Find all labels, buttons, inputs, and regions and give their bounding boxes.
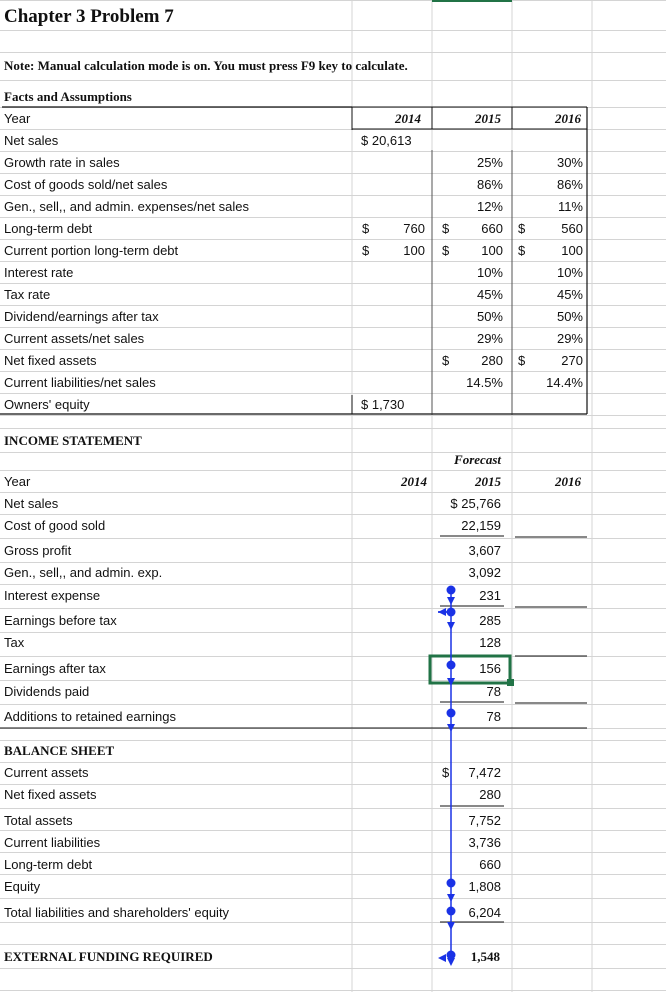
income-value-2015[interactable]: 128 xyxy=(479,635,501,650)
balance-value-2015[interactable]: 6,204 xyxy=(468,905,501,920)
income-row-label: Gen., sell,, and admin. exp. xyxy=(4,565,163,580)
income-value-2015[interactable]: 231 xyxy=(479,588,501,603)
income-row-label: Gross profit xyxy=(4,543,72,558)
facts-col-2014: 2014 xyxy=(395,111,421,126)
dollar-sign: $ xyxy=(362,243,370,258)
income-row-label: Cost of good sold xyxy=(4,518,106,533)
balance-row-label: Equity xyxy=(4,879,41,894)
income-value-2015[interactable]: 285 xyxy=(479,613,501,628)
income-row-label: Year xyxy=(4,474,31,489)
trace-arrowhead xyxy=(447,597,455,605)
facts-value-2015[interactable]: 29% xyxy=(476,331,503,346)
balance-sheet-heading: BALANCE SHEET xyxy=(4,743,115,758)
balance-row-label: Total liabilities and shareholders' equity xyxy=(4,905,230,920)
facts-row-label: Current liabilities/net sales xyxy=(4,375,156,390)
dollar-sign: $ xyxy=(518,353,526,368)
facts-value-2016[interactable]: 11% xyxy=(557,199,583,214)
balance-value-2015[interactable]: 1,808 xyxy=(468,879,501,894)
facts-value-2015[interactable]: 86% xyxy=(476,177,503,192)
dollar-sign: $ xyxy=(518,221,526,236)
facts-row-label: Current assets/net sales xyxy=(4,331,145,346)
income-value-2015[interactable]: 156 xyxy=(479,661,501,676)
income-row-label: Dividends paid xyxy=(4,684,90,699)
facts-value-2015[interactable]: 280 xyxy=(481,353,503,368)
balance-row-label: Net fixed assets xyxy=(4,787,97,802)
facts-row-label: Dividend/earnings after tax xyxy=(4,309,159,324)
balance-value-2015[interactable]: 7,752 xyxy=(468,813,501,828)
facts-value-2016[interactable]: 50% xyxy=(556,309,583,324)
trace-arrowhead xyxy=(447,958,455,966)
trace-arrowhead xyxy=(438,608,446,616)
facts-row-label: Tax rate xyxy=(4,287,51,302)
trace-arrowhead xyxy=(438,954,446,962)
facts-value-2015[interactable]: 14.5% xyxy=(466,375,503,390)
income-col-2016: 2016 xyxy=(555,474,581,489)
income-row-label: Earnings after tax xyxy=(4,661,106,676)
selected-cell-outline xyxy=(430,656,510,683)
facts-row-label: Long-term debt xyxy=(4,221,93,236)
facts-value-2014[interactable]: 100 xyxy=(403,243,425,258)
fill-handle xyxy=(507,679,514,686)
facts-value-2015[interactable]: 10% xyxy=(476,265,503,280)
facts-row-label: Current portion long-term debt xyxy=(4,243,179,258)
facts-row-label: Interest rate xyxy=(4,265,74,280)
facts-row-label: Growth rate in sales xyxy=(4,155,120,170)
facts-value-2016[interactable]: 29% xyxy=(556,331,583,346)
facts-value-2014[interactable]: 760 xyxy=(403,221,425,236)
trace-dot xyxy=(447,661,456,670)
trace-dot xyxy=(447,907,456,916)
manual-calc-note: Note: Manual calculation mode is on. You must press F9 key to calculate. xyxy=(4,58,408,73)
trace-arrowhead xyxy=(447,894,455,902)
sheet-title: Chapter 3 Problem 7 xyxy=(4,6,174,27)
trace-arrowhead xyxy=(447,622,455,630)
efr-value[interactable]: 1,548 xyxy=(470,949,500,964)
facts-value-2015[interactable]: 50% xyxy=(476,309,503,324)
balance-value-2015[interactable]: 280 xyxy=(479,787,501,802)
trace-dot xyxy=(447,709,456,718)
trace-arrowhead xyxy=(447,922,455,930)
balance-row-label: Current assets xyxy=(4,765,89,780)
facts-row-label: Cost of goods sold/net sales xyxy=(4,177,168,192)
balance-value-2015[interactable]: 3,736 xyxy=(468,835,501,850)
facts-value-2016[interactable]: 30% xyxy=(556,155,583,170)
facts-row-label: Net sales xyxy=(4,133,59,148)
income-row-label: Net sales xyxy=(4,496,59,511)
facts-value-2015[interactable]: 25% xyxy=(476,155,503,170)
facts-row-label: Year xyxy=(4,111,31,126)
income-value-2015[interactable]: 3,607 xyxy=(468,543,501,558)
facts-row-label: Owners' equity xyxy=(4,397,90,412)
dollar-sign: $ xyxy=(442,353,450,368)
facts-value-2015[interactable]: 12% xyxy=(476,199,503,214)
income-value-2015[interactable]: 78 xyxy=(486,684,501,699)
dollar-sign: $ xyxy=(442,221,450,236)
balance-row-label: Total assets xyxy=(4,813,73,828)
income-value-2015[interactable]: $ 25,766 xyxy=(450,496,501,511)
forecast-label: Forecast xyxy=(454,452,501,467)
facts-value-2015[interactable]: 660 xyxy=(481,221,503,236)
facts-value-2014[interactable]: $ 1,730 xyxy=(361,397,405,412)
facts-value-2016[interactable]: 86% xyxy=(556,177,583,192)
dollar-sign: $ xyxy=(442,765,450,780)
facts-row-label: Net fixed assets xyxy=(4,353,97,368)
efr-label: EXTERNAL FUNDING REQUIRED xyxy=(4,949,213,964)
income-col-2014: 2014 xyxy=(401,474,427,489)
income-row-label: Earnings before tax xyxy=(4,613,117,628)
facts-value-2016[interactable]: 14.4% xyxy=(546,375,583,390)
balance-value-2015[interactable]: 660 xyxy=(479,857,501,872)
facts-col-2015: 2015 xyxy=(475,111,501,126)
income-col-2015: 2015 xyxy=(475,474,501,489)
trace-dot xyxy=(447,879,456,888)
facts-value-2016[interactable]: 45% xyxy=(556,287,583,302)
income-value-2015[interactable]: 22,159 xyxy=(461,518,501,533)
income-value-2015[interactable]: 3,092 xyxy=(468,565,501,580)
balance-value-2015[interactable]: 7,472 xyxy=(468,765,501,780)
income-row-label: Tax xyxy=(4,635,25,650)
income-statement-heading: INCOME STATEMENT xyxy=(4,433,142,448)
facts-col-2016: 2016 xyxy=(555,111,581,126)
facts-value-2016[interactable]: 100 xyxy=(561,243,583,258)
facts-heading: Facts and Assumptions xyxy=(4,89,132,104)
dollar-sign: $ xyxy=(442,243,450,258)
facts-value-2016[interactable]: 560 xyxy=(561,221,583,236)
income-row-label: Additions to retained earnings xyxy=(4,709,177,724)
trace-dot xyxy=(447,586,456,595)
facts-row-label: Gen., sell,, and admin. expenses/net sales xyxy=(4,199,249,214)
dollar-sign: $ xyxy=(518,243,526,258)
balance-row-label: Current liabilities xyxy=(4,835,101,850)
income-value-2015[interactable]: 78 xyxy=(486,709,501,724)
dollar-sign: $ xyxy=(362,221,370,236)
facts-value-2015[interactable]: 100 xyxy=(481,243,503,258)
balance-row-label: Long-term debt xyxy=(4,857,93,872)
facts-value-2014[interactable]: $ 20,613 xyxy=(361,133,412,148)
trace-dot xyxy=(447,608,456,617)
facts-value-2015[interactable]: 45% xyxy=(476,287,503,302)
facts-value-2016[interactable]: 10% xyxy=(556,265,583,280)
income-row-label: Interest expense xyxy=(4,588,101,603)
facts-value-2016[interactable]: 270 xyxy=(561,353,583,368)
